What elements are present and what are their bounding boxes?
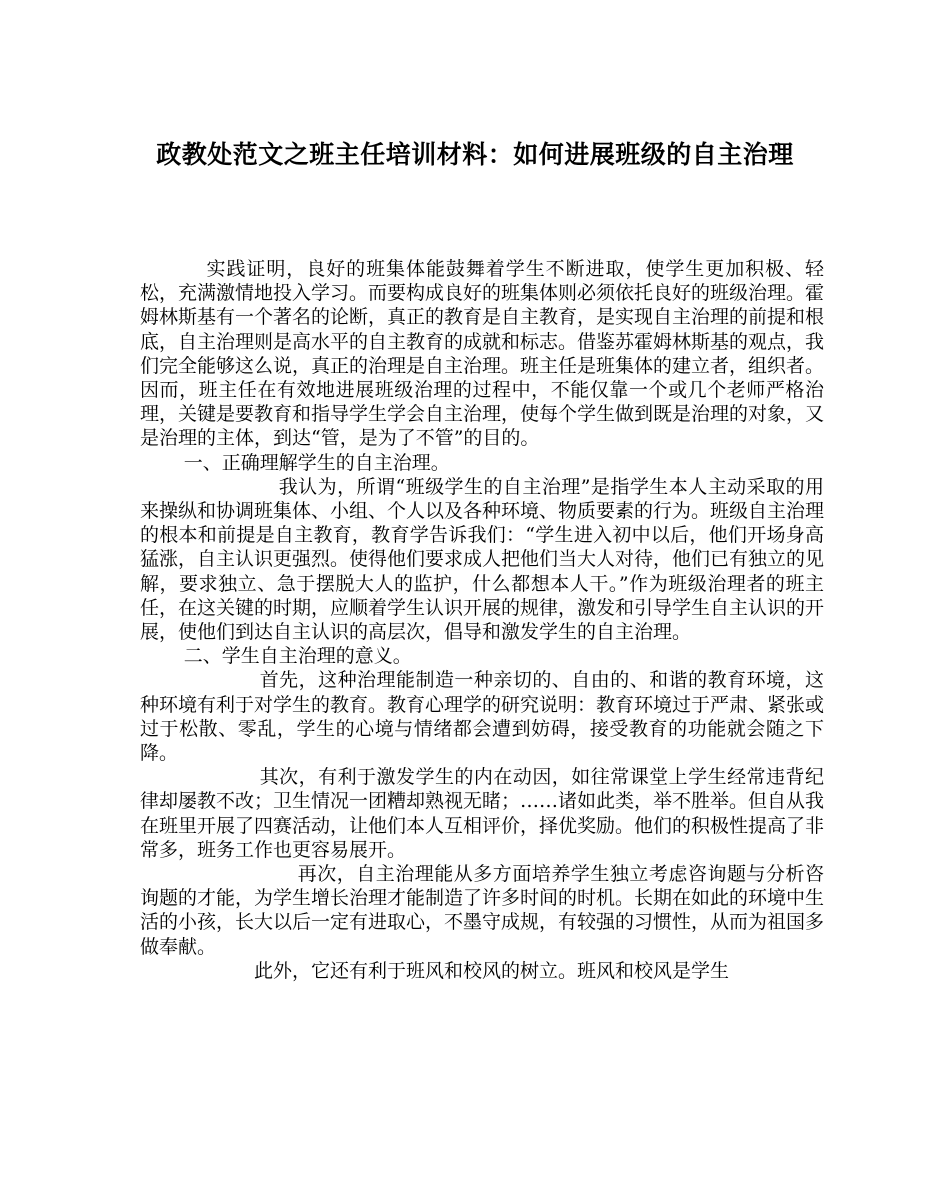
page-title: 政教处范文之班主任培训材料：如何进展班级的自主治理 (156, 140, 794, 169)
body-paragraph: 再次，自主治理能从多方面培养学生独立考虑咨询题与分析咨询题的才能，为学生增长治理才能制造了许多时间的时机。长期在如此的环境中生活的小孩，长大以后一定有进取心，不墨守成规，有较强的习惯性，从而为祖国多做奉献。 (140, 863, 825, 958)
body-paragraph: 我认为，所谓“班级学生的自主治理”是指学生本人主动采取的用来操纵和协调班集体、小组、个人以及各种环境、物质要素的行为。班级自主治理的根本和前提是自主教育，教育学告诉我们：“学生进入初中以后，他们开场身高猛涨，自主认识更强烈。使得他们要求成人把他们当大人对待，他们已有独立的见解，要求独立、急于摆脱大人的监护，什么都想本人干。”作为班级治理者的班主任，在这关键的时期，应顺着学生认识开展的规律，激发和引导学生自主认识的开展，使他们到达自主认识的高层次，倡导和激发学生的自主治理。 (140, 475, 825, 644)
document-body (140, 257, 824, 983)
body-paragraph: 此外，它还有利于班风和校风的树立。班风和校风是学生 (254, 959, 730, 982)
body-paragraph: 一、正确理解学生的自主治理。 (183, 451, 450, 474)
body-paragraph: 实践证明，良好的班集体能鼓舞着学生不断进取，使学生更加积极、轻松，充满激情地投入学习。而要构成良好的班集体则必须依托良好的班级治理。霍姆林斯基有一个著名的论断，真正的教育是自主教育，是实现自主治理的前提和根底，自主治理则是高水平的自主教育的成就和标志。借鉴苏霍姆林斯基的观点，我们完全能够这么说，真正的治理是自主治理。班主任是班集体的建立者，组织者。因而，班主任在有效地进展班级治理的过程中，不能仅靠一个或几个老师严格治理，关键是要教育和指导学生学会自主治理，使每个学生做到既是治理的对象，又是治理的主体，到达“管，是为了不管”的目的。 (140, 258, 825, 450)
body-paragraph: 其次，有利于激发学生的内在动因，如往常课堂上学生经常违背纪律却屡教不改；卫生情况一团糟却熟视无睹；……诸如此类，举不胜举。但自从我在班里开展了四赛活动，让他们本人互相评价，择优奖励。他们的积极性提高了非常多，班务工作也更容易展开。 (140, 766, 825, 861)
body-paragraph: 二、学生自主治理的意义。 (183, 645, 412, 668)
body-paragraph: 首先，这种治理能制造一种亲切的、自由的、和谐的教育环境，这种环境有利于对学生的教育。教育心理学的研究说明：教育环境过于严肃、紧张或过于松散、零乱，学生的心境与情绪都会遭到妨碍，接受教育的功能就会随之下降。 (140, 669, 825, 765)
